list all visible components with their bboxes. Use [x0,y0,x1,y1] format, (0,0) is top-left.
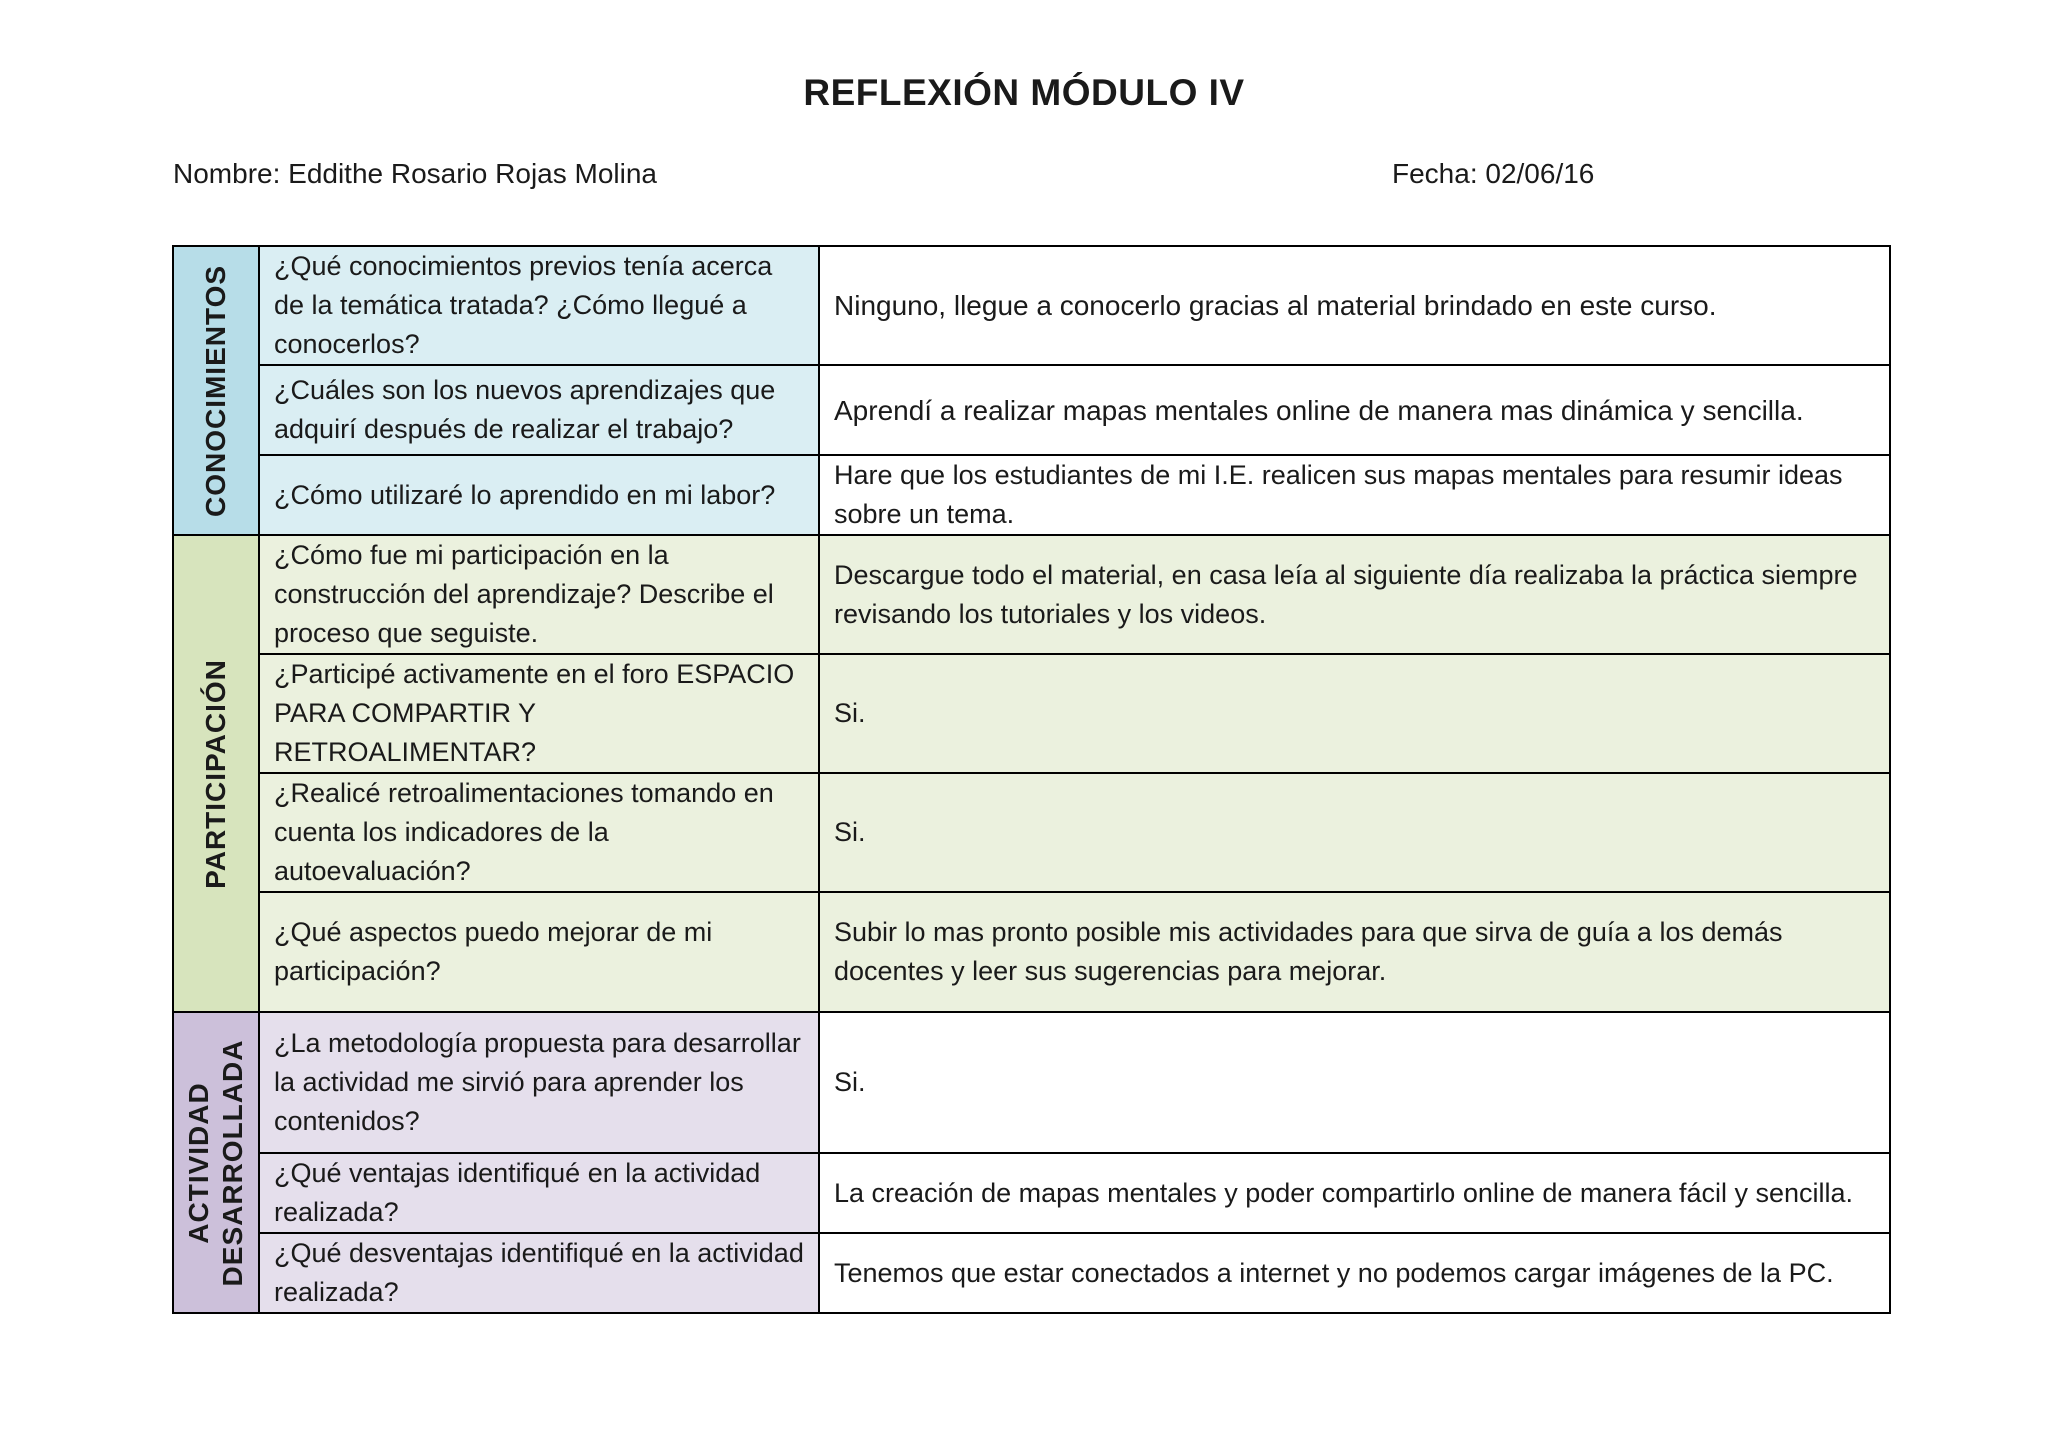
question-cell: ¿Participé activamente en el foro ESPACIO PARA COMPARTIR Y RETROALIMENTAR? [259,654,819,773]
table-row [173,1012,1890,1153]
table-row [173,654,1890,773]
answer-cell: La creación de mapas mentales y poder compartirlo online de manera fácil y sencilla. [819,1153,1890,1233]
section-participacion [173,535,259,1012]
table-row [173,246,1890,365]
reflection-table [172,245,1891,1314]
answer-cell: Tenemos que estar conectados a internet y no podemos cargar imágenes de la PC. [819,1233,1890,1313]
question-cell: ¿La metodología propuesta para desarrollar la actividad me sirvió para aprender los contenidos? [259,1012,819,1153]
question-cell: ¿Cuáles son los nuevos aprendizajes que adquirí después de realizar el trabajo? [259,365,819,455]
question-cell: ¿Qué conocimientos previos tenía acerca de la temática tratada? ¿Cómo llegué a conocerlos? [259,246,819,365]
section-actividad-desarrollada [173,1012,259,1313]
section-conocimientos [173,246,259,535]
question-cell: ¿Qué desventajas identifiqué en la actividad realizada? [259,1233,819,1313]
document-date: Fecha: 02/06/16 [1392,158,1595,189]
table-row [173,1233,1890,1313]
table-row [173,773,1890,892]
answer-cell: Ninguno, llegue a conocerlo gracias al material brindado en este curso. [819,246,1890,365]
table-row [173,535,1890,654]
answer-cell: Descargue todo el material, en casa leía al siguiente día realizaba la práctica siempre revisando los tutoriales y los videos. [819,535,1890,654]
answer-cell: Si. [819,654,1890,773]
answer-cell: Hare que los estudiantes de mi I.E. realicen sus mapas mentales para resumir ideas sobre un tema. [819,455,1890,535]
section-label-line: DESARROLLADA [217,1039,248,1286]
table-row [173,365,1890,455]
answer-cell: Subir lo mas pronto posible mis actividades para que sirva de guía a los demás docentes y leer sus sugerencias para mejorar. [819,892,1890,1012]
section-label-actividad-desarrollada [182,1039,250,1286]
table-row [173,1153,1890,1233]
question-cell: ¿Cómo fue mi participación en la construcción del aprendizaje? Describe el proceso que seguiste. [259,535,819,654]
question-cell: ¿Qué ventajas identifiqué en la actividad realizada? [259,1153,819,1233]
section-label-line: ACTIVIDAD [183,1081,214,1244]
document-title: REFLEXIÓN MÓDULO IV [803,72,1245,113]
table-row [173,455,1890,535]
section-label-conocimientos: CONOCIMIENTOS [200,264,231,517]
student-name: Nombre: Eddithe Rosario Rojas Molina [173,158,657,189]
answer-cell: Aprendí a realizar mapas mentales online de manera mas dinámica y sencilla. [819,365,1890,455]
question-cell: ¿Cómo utilizaré lo aprendido en mi labor? [259,455,819,535]
table-row [173,892,1890,1012]
question-cell: ¿Realicé retroalimentaciones tomando en cuenta los indicadores de la autoevaluación? [259,773,819,892]
answer-cell: Si. [819,1012,1890,1153]
question-cell: ¿Qué aspectos puedo mejorar de mi participación? [259,892,819,1012]
section-label-participacion: PARTICIPACIÓN [200,658,231,889]
answer-cell: Si. [819,773,1890,892]
